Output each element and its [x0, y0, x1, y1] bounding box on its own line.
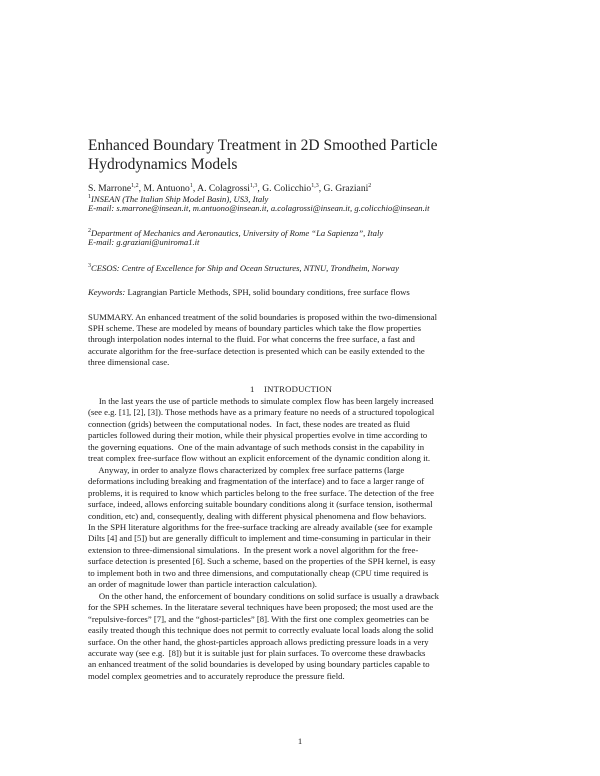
affiliation-sup: 1 [88, 194, 91, 200]
affiliation-sup: 2 [88, 228, 91, 234]
body-line: treat complex free-surface flow without an explicit enforcement of the dynamic condition along it. [88, 453, 431, 464]
affiliation-3 [88, 261, 399, 274]
title-line-1: Enhanced Boundary Treatment in 2D Smoothed Particle [88, 137, 438, 154]
body-line: Dilts [4] and [5]) but are generally difficult to implement and time-consuming in particular in their [88, 533, 431, 544]
body-line: surface, indeed, allows enforcing suitable boundary conditions along it (surface tension, isothermal [88, 499, 433, 510]
abstract-line: accurate algorithm for the free-surface detection is presented which can be easily extended to the [88, 345, 425, 356]
abstract [88, 312, 512, 368]
section-heading [250, 384, 332, 394]
abstract-line: SPH scheme. These are modeled by means of boundary particles which take the flow properties [88, 323, 422, 334]
abstract-line: three dimensional case. [88, 356, 170, 367]
body-line: On the other hand, the enforcement of boundary conditions on solid surface is usually a drawback [88, 590, 440, 601]
affiliation-text: CESOS: Centre of Excellence for Ship and Ocean Structures, NTNU, Trondheim, Norway [91, 262, 399, 273]
body-line: In the last years the use of particle methods to simulate complex flow has been largely increased [88, 396, 434, 406]
body-line: particles followed during their motion, while their physical properties evolve in time according to [88, 430, 428, 441]
body-line: model complex geometries and to accurately reproduce the pressure field. [88, 670, 345, 681]
section-number: 1 [250, 384, 255, 394]
body-line: an order of magnitude lower than particle interaction calculation). [88, 579, 317, 590]
body-line: surface detection is presented [6]. Such a scheme, based on the properties of the SPH kernel, is easy [88, 556, 436, 567]
author-name: A. Colagrossi [197, 183, 250, 195]
author-name: G. Colicchio [262, 183, 312, 195]
body-line: connection (grids) between the computational nodes. In fact, these nodes are treated as fluid [88, 418, 410, 429]
keywords [88, 287, 410, 297]
author-name: M. Antuono [143, 183, 190, 195]
body-line: extension to three-dimensional simulations. In the present work a novel algorithm for the free- [88, 544, 419, 555]
body-line: In the SPH literature algorithms for the free-surface tracking are already available (see for example [88, 521, 433, 532]
body-line: “repulsive-forces” [7], and the “ghost-particles” [8]. With the first one complex geometries can be [88, 613, 429, 624]
body-line: an enhanced treatment of the solid boundaries is developed by using boundary particles capable to [88, 659, 430, 670]
body-text [88, 396, 512, 682]
author-sup: 1,3 [249, 183, 258, 189]
affiliation-text: Department of Mechanics and Aeronautics, University of Rome “La Sapienza”, Italy [91, 227, 384, 238]
author-sup: 2 [368, 183, 372, 189]
body-line: accurate way (see e.g. [8]) but it is suitable just for plain surfaces. To overcome these drawbacks [88, 647, 426, 658]
body-line: easily treated though this technique does not permit to correctly evaluate local loads along the solid [88, 625, 434, 636]
body-line: (see e.g. [1], [2], [3]). Those methods have as a primary feature no needs of a structured topological [88, 407, 435, 418]
author-sup: 1,2 [131, 183, 139, 189]
affiliation-1-email: E-mail: s.marrone@insean.it, m.antuono@insean.it, a.colagrossi@insean.it, g.colicchio@insean.it [88, 203, 430, 213]
author-sup: 1,3 [311, 183, 319, 189]
body-line: the governing equations. One of the main advantage of such methods consist in the capability in [88, 441, 425, 452]
paper-title [88, 136, 518, 174]
affiliation-sup: 3 [88, 263, 91, 269]
author-name: S. Marrone [88, 183, 132, 195]
abstract-line: SUMMARY. An enhanced treatment of the solid boundaries is proposed within the two-dimensional [88, 312, 437, 322]
author-sup: 1 [189, 183, 193, 189]
title-line-2: Hydrodynamics Models [88, 156, 238, 173]
affiliation-text: INSEAN (The Italian Ship Model Basin), US3, Italy [91, 193, 269, 204]
keywords-label: Keywords: [88, 287, 126, 297]
body-line: to implement both in two and three dimensions, and computationally cheap (CPU time required is [88, 567, 429, 578]
affiliation-2-email: E-mail: g.graziani@uniroma1.it [88, 237, 200, 247]
author-name: G. Graziani [323, 183, 369, 195]
section-title: INTRODUCTION [264, 384, 333, 394]
keywords-text: Lagrangian Particle Methods, SPH, solid boundary conditions, free surface flows [127, 287, 410, 297]
body-line: condition, etc) and, consequently, dealing with different physical phenomena and flow behaviors. [88, 510, 427, 521]
body-line: Anyway, in order to analyze flows characterized by complex free surface patterns (large [88, 464, 405, 475]
abstract-line: through interpolation nodes internal to the fluid. For what concerns the free surface, a fast and [88, 334, 415, 345]
body-line: for the SPH schemes. In the literatare several techniques have been proposed; the most used are the [88, 602, 434, 613]
author-list: S. Marrone$^{1,2}$, M. Antuono$^1$, A. Colagrossi$^{1,3}$, G. Colicchio$^{1,3}$, G. Graziani$^2$ [88, 183, 372, 195]
body-line: surface. On the other hand, the ghost-particles approach allows predicting pressure loads in a very [88, 636, 429, 647]
body-line: deformations including breaking and fragmentation of the interface) and to face a larger range of [88, 476, 425, 487]
body-line: problems, it is required to know which particles belong to the free surface. The detection of the free [88, 487, 435, 498]
page-number: 1 [297, 736, 303, 746]
